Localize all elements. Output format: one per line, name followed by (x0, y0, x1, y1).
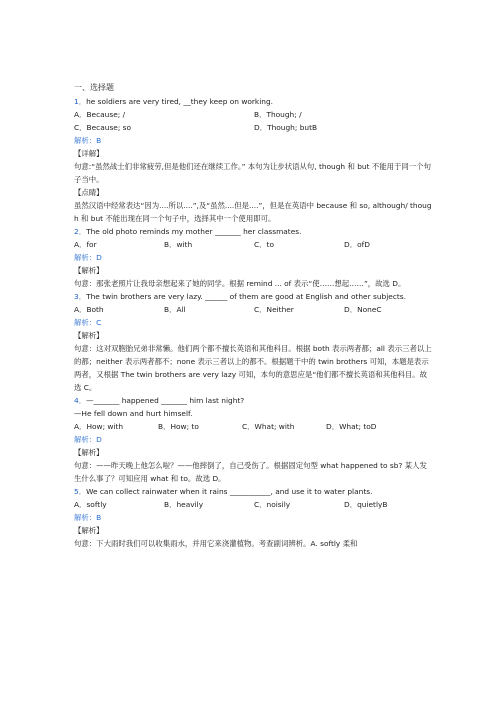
section-tag: 【解析】 (74, 526, 104, 535)
option-b: B．All (164, 305, 186, 314)
option-b: B．How; to (158, 422, 199, 431)
section-tag: 【解析】 (74, 266, 104, 275)
question-text: We can collect rainwater when it rains ___________, and use it to water plants. (86, 487, 373, 496)
question-number: 5． (74, 487, 87, 496)
option-a: A．Because; / (74, 110, 126, 119)
section-tag: 【详解】 (74, 149, 104, 158)
option-a: A．How; with (74, 422, 124, 431)
question-content (74, 81, 434, 550)
question-text: he soldiers are very tired, __they keep on working. (86, 97, 273, 106)
options-row (74, 303, 434, 316)
question-number: 4． (74, 396, 87, 405)
question-3 (74, 290, 434, 303)
question-2 (74, 225, 434, 238)
options-row (74, 420, 434, 433)
question-text: The old photo reminds my mother _______ her classmates. (86, 227, 302, 236)
explanation-text: 句意:“虽然战士们非常疲劳,但是他们还在继续工作。” 本句为让步状语从句, though 和 but 不能用于同一个句子当中。 (74, 162, 431, 184)
question-number: 1． (74, 97, 87, 106)
option-d: D．Though; butB (254, 123, 318, 132)
section-tag: 【解析】 (74, 331, 104, 340)
question-text: The twin brothers are very lazy. ______ of them are good at English and other subjects. (86, 292, 406, 301)
options-row (74, 238, 434, 251)
answer-line: 解析：D (74, 253, 102, 262)
question-4 (74, 394, 434, 407)
answer-line: 解析：B (74, 513, 102, 522)
option-c: C．noisily (254, 500, 291, 509)
option-c: C．Because; so (74, 123, 132, 132)
options-row (74, 108, 434, 121)
explanation-text: 句意：下大雨时我们可以收集雨水，并用它来浇灌植物。考查副词辨析。A. softly 柔和 (74, 539, 358, 548)
question-5 (74, 485, 434, 498)
question-number: 2． (74, 227, 87, 236)
options-row (74, 121, 434, 134)
explanation-text: 句意：——昨天晚上他怎么啦？——他摔倒了，自己受伤了。根据固定句型 what happened to sb? 某人发生什么事了？可知应用 what 和 to。故选 D。 (74, 461, 427, 483)
answer-line: 解析：D (74, 435, 102, 444)
section-tag: 【点睛】 (74, 188, 104, 197)
option-a: A．for (74, 240, 97, 249)
question-text: —_______ happened _______ him last night? (86, 396, 245, 405)
option-d: D．What; toD (326, 422, 377, 431)
option-a: A．Both (74, 305, 104, 314)
option-c: C．Neither (254, 305, 294, 314)
option-b: B．with (164, 240, 193, 249)
answer-line: 解析：C (74, 318, 102, 327)
section-tag: 【解析】 (74, 448, 104, 457)
explanation-text: 句意：那张老照片让我母亲想起来了她的同学。根据 remind ... of 表示“使……想起……”，故选 D。 (74, 279, 406, 288)
option-d: D．ofD (344, 240, 370, 249)
option-c: C．to (254, 240, 274, 249)
question-number: 3． (74, 292, 87, 301)
option-c: C．What; with (242, 422, 295, 431)
option-d: D．NoneC (344, 305, 382, 314)
option-d: D．quietlyB (344, 500, 388, 509)
explanation-text: 句意：这对双胞胎兄弟非常懒。他们两个都不擅长英语和其他科目。根据 both 表示两者都；all 表示三者以上的都；neither 表示两者都不；none 表示三者以上的都不。根据题干中的 twin brothers 可知，本题是表示两者，又根据 The twin brothers are very lazy 可知，本句的意思应是“他们都不擅长英语和其他科目。故选 C。 (74, 344, 432, 392)
options-row (74, 498, 434, 511)
answer-line: 解析：B (74, 136, 102, 145)
dialogue-reply: —He fell down and hurt himself. (74, 409, 193, 418)
section-title: 一、选择题 (74, 83, 114, 92)
option-a: A．softly (74, 500, 107, 509)
option-b: B．heavily (164, 500, 204, 509)
option-b: B．Though; / (254, 110, 302, 119)
note-text: 虽然汉语中经常表达“因为....所以....”,及“虽然....但是....”，但是在英语中 because 和 so, although/ though 和 but 不能出现在同一个句子中，选择其中一个使用即可。 (74, 201, 432, 223)
question-1 (74, 95, 434, 108)
